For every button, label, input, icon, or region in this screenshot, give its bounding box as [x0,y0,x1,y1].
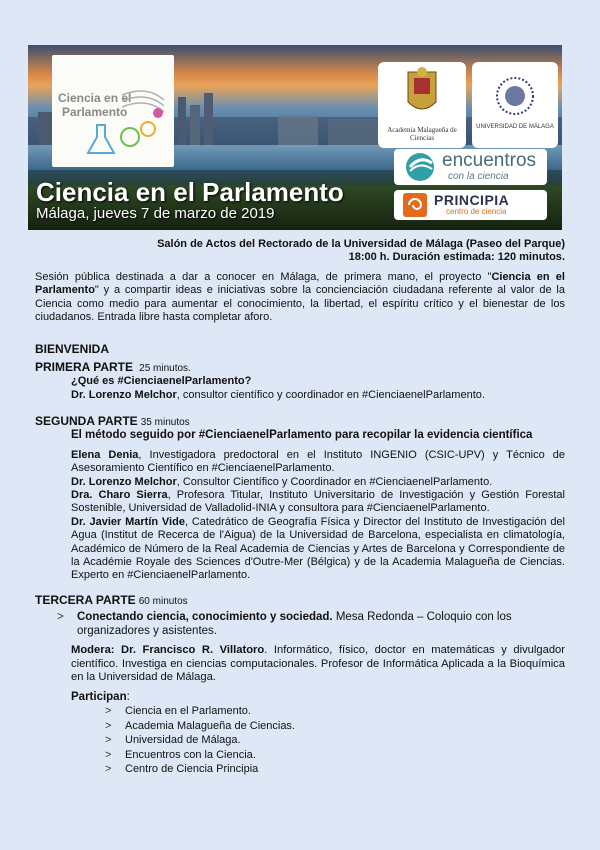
participant-item: > Academia Malagueña de Ciencias. [105,719,565,734]
project-name: Ciencia en el Parlamento [35,271,565,297]
tercera-parte-topic: > Conectando ciencia, conocimiento y sociedad. Mesa Redonda – Coloquio con los organizadores y asistentes. [57,611,512,638]
chevron-right-icon: > [57,611,64,624]
university-seal-icon [472,66,558,126]
venue-info [35,238,565,265]
participant-item: > Centro de Ciencia Principia [105,762,565,777]
participant-item: > Universidad de Málaga. [105,733,565,748]
venue-line1: Salón de Actos del Rectorado de la Universidad de Málaga (Paseo del Parque) [157,238,565,250]
banner-title: Ciencia en el Parlamento [36,177,344,207]
banner-subtitle: Málaga, jueves 7 de marzo de 2019 [36,205,275,222]
participant-item: > Ciencia en el Parlamento. [105,704,565,719]
swirl-icon [400,149,440,185]
tercera-parte-title: TERCERA PARTE [35,593,136,607]
logo-text-line1: Ciencia en el [58,91,132,105]
primera-parte-duration: 25 minutos. [139,363,191,374]
ciencia-en-el-parlamento-logo [52,55,174,167]
intro-paragraph: Sesión pública destinada a dar a conocer en Málaga, de primera mano, el proyecto "Ciencia en el Parlamento" y a compartir ideas e iniciativas sobre la concienciación ciudadana referente al valor de la Ciencia como medio para aumentar el conocimiento, la libertad, el espíritu crítico y el bienestar de los ciudadanos. Entrada libre hasta completar aforo. [35,271,565,324]
academia-malaguena-logo [378,62,466,148]
academia-malaguena-label: Academia Malagueña de Ciencias [387,126,457,142]
segunda-parte-title: SEGUNDA PARTE [35,414,138,428]
con-la-ciencia-word: con la ciencia [448,171,509,182]
encuentros-word: encuentros [442,150,537,171]
principia-logo [394,190,547,220]
participants-list [35,704,565,777]
segunda-parte-topic: El método seguido por #CienciaenelParlamento para recopilar la evidencia científica [71,429,533,442]
primera-parte-topic: ¿Qué es #CienciaenelParlamento? [71,375,252,388]
tercera-parte-section [35,594,565,777]
universidad-malaga-label: UNIVERSIDAD DE MÁLAGA [476,124,554,130]
spiral-icon [400,190,432,220]
speaker-entry: Dra. Charo Sierra, Profesora Titular, Instituto Universitario de Investigación y Gestión Forestal Sostenible, Universidad de Valladolid-INIA y consultora para #CienciaenelParlamento. [71,489,565,515]
tercera-parte-duration: 60 minutos [138,596,188,607]
coat-of-arms-icon [378,64,466,124]
speaker-entry: Dr. Javier Martín Vide, Catedrático de Geografía Física y Director del Instituto de Investigación del Agua (Institut de Recerca de l'Aigua) de la Universidad de Barcelona, especialista en climatología, Académico de Número de la Real Academia de Ciencias y Artes de Barcelona y Correspondiente de la Académie Royale des Sciences d'Outre-Mer (Bélgica) y de la Academia Malagueña de Ciencias. Experto en #CienciaenelParlamento. [71,515,565,582]
moderator-entry: Modera: Dr. Francisco R. Villatoro. Informático, físico, doctor en matemáticas y divulgador científico. Investiga en ciencias computacionales. Profesor de Informática Aplicada a la Bioquímica en la Universidad de Málaga. [71,644,565,684]
segunda-parte-duration: 35 minutos [140,417,190,428]
speaker-entry: Elena Denia, Investigadora predoctoral en el Instituto INGENIO (CSIC-UPV) y Técnico de Asesoramiento Científico en #CienciaenelParlamento. [71,448,566,475]
logo-text-line2: Parlamento [62,105,128,119]
bienvenida-heading: BIENVENIDA [35,342,110,356]
venue-line2: 18:00 h. Duración estimada: 120 minutos. [348,251,565,264]
primera-parte-speaker: Dr. Lorenzo Melchor, consultor científico y coordinador en #CienciaenelParlamento. [71,388,485,401]
primera-parte-title: PRIMERA PARTE [35,360,134,374]
universidad-malaga-logo [472,62,558,148]
encuentros-con-la-ciencia-logo [394,149,547,185]
participant-item: > Encuentros con la Ciencia. [105,748,565,763]
participants-label: Participan: [71,690,130,703]
segunda-parte-section [35,415,565,583]
centro-de-ciencia-word: centro de ciencia [446,207,507,216]
principia-word: PRINCIPIA [434,192,510,208]
speaker-entry: Dr. Lorenzo Melchor, Consultor Científico y Coordinador en #CienciaenelParlamento. [71,475,493,488]
primera-parte-section [35,361,565,402]
science-flask-icon [52,55,174,167]
